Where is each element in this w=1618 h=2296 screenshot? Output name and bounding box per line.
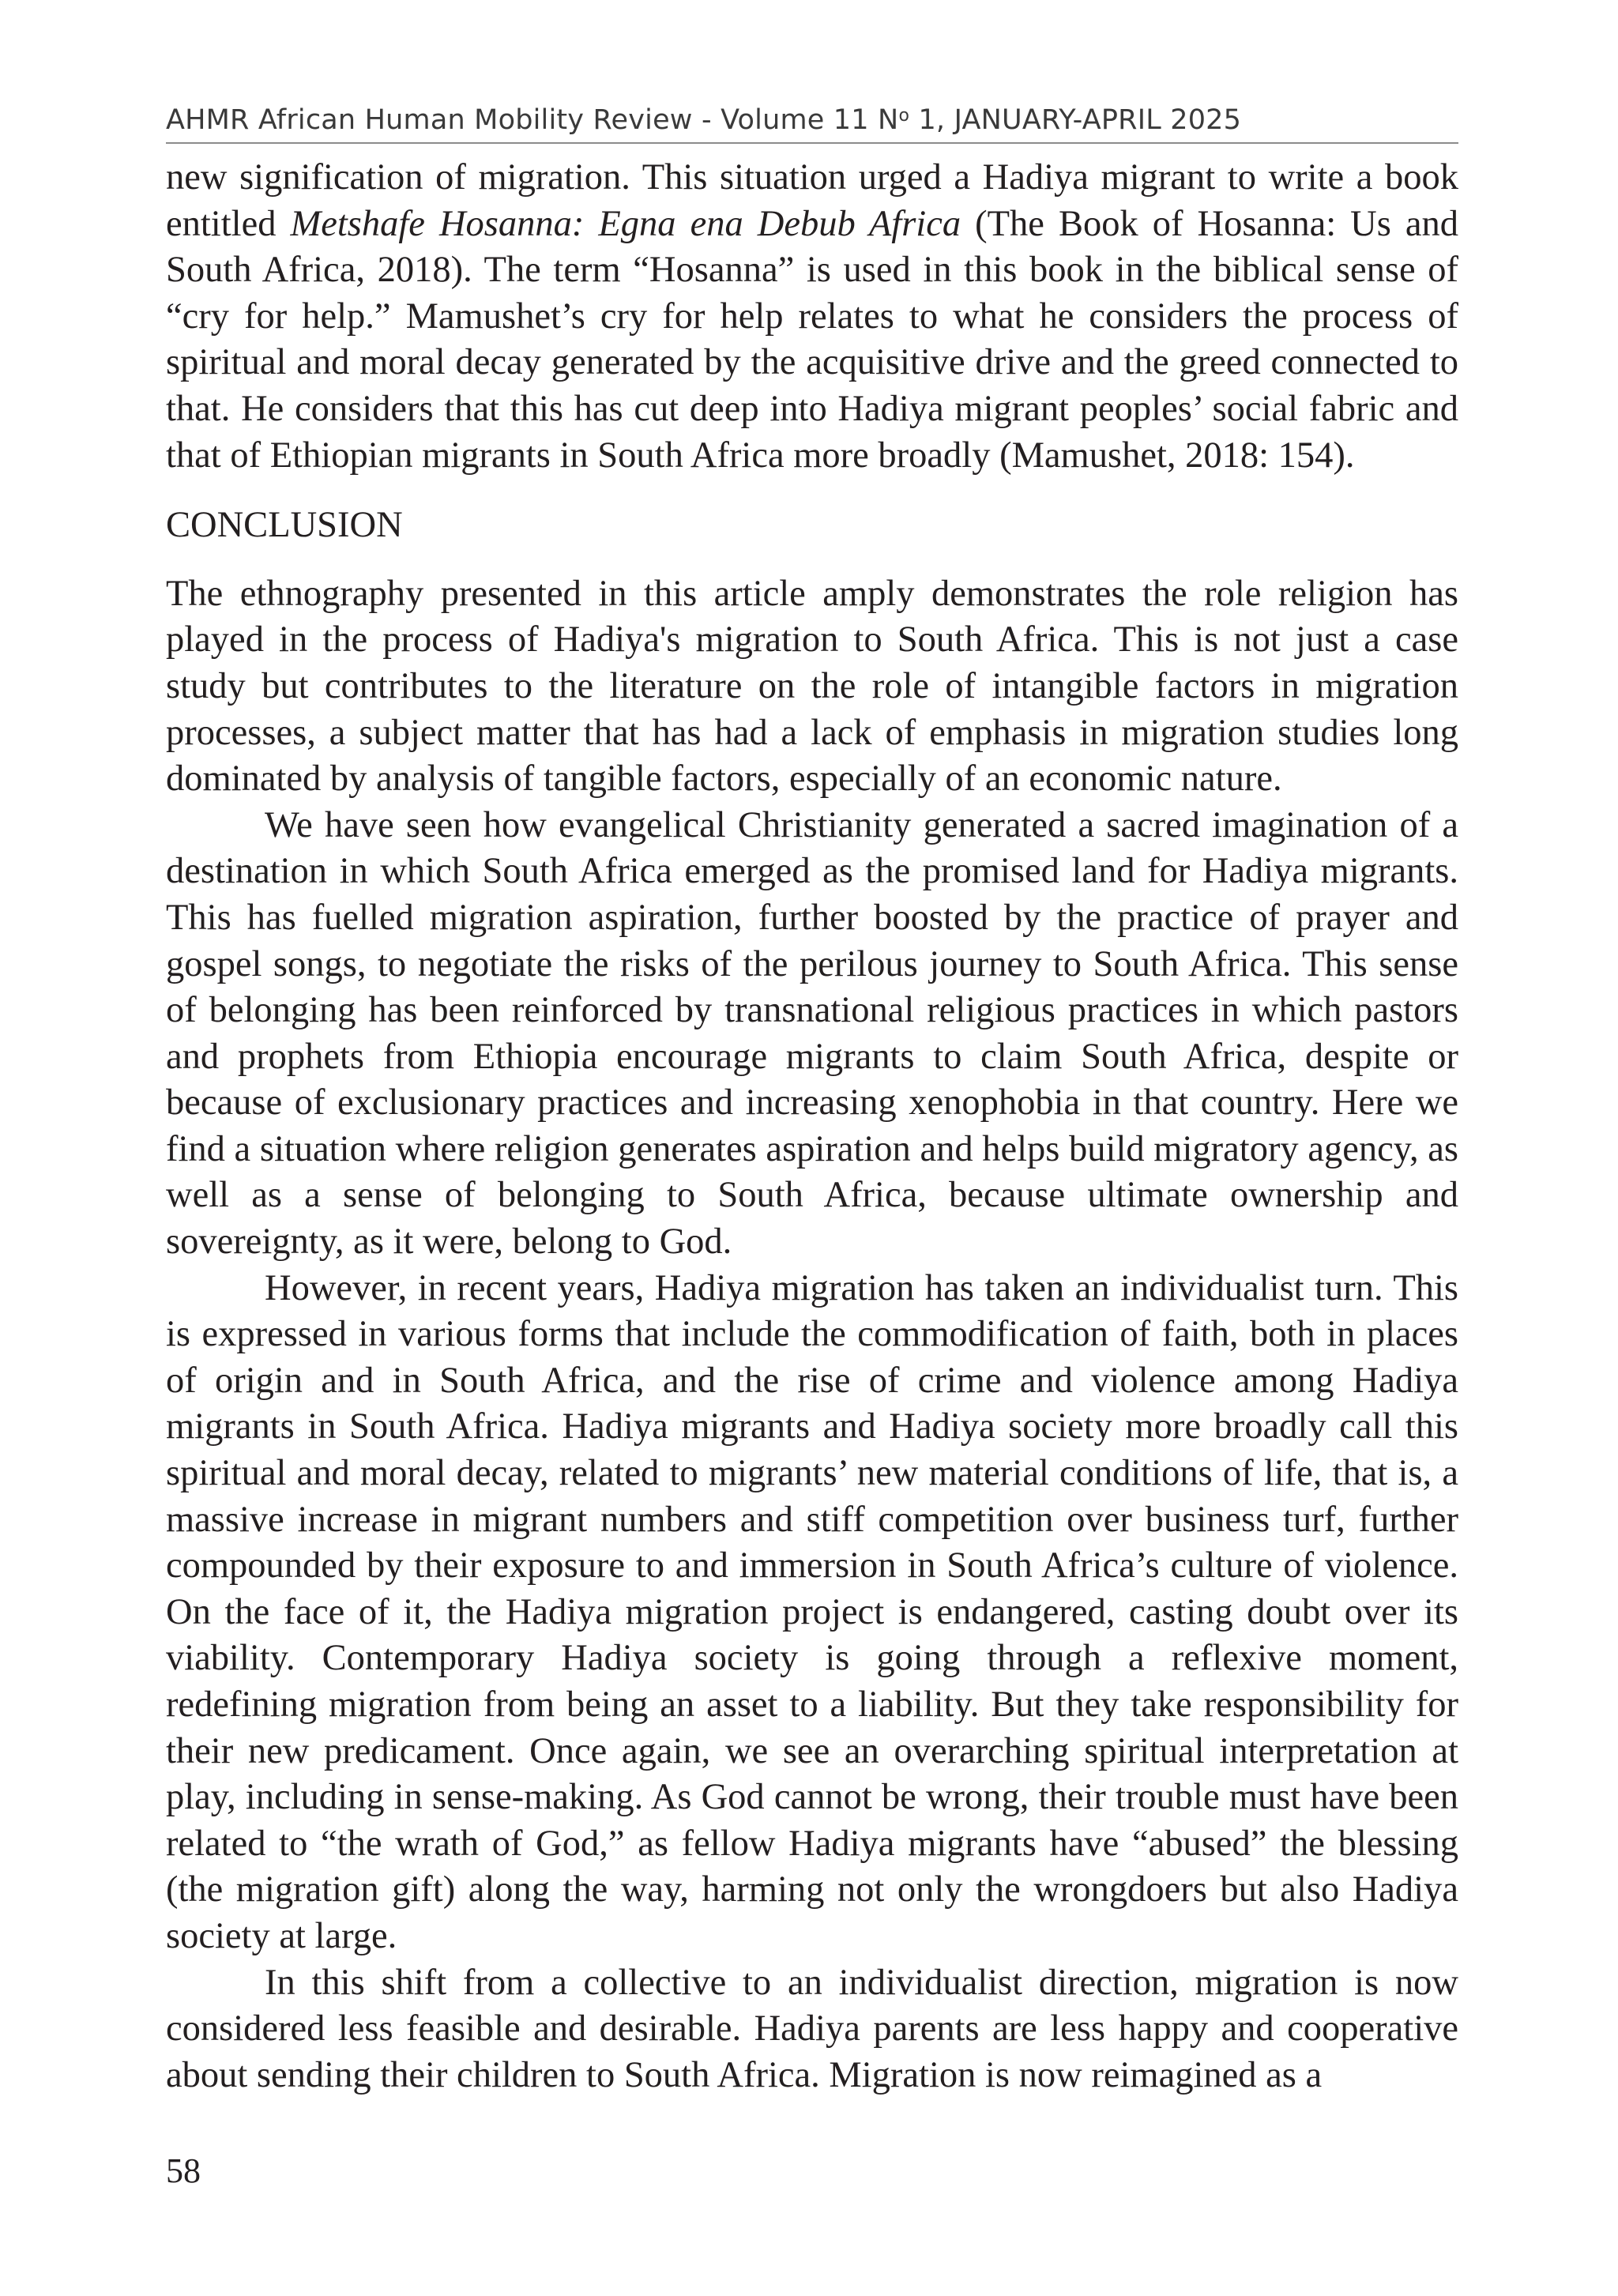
paragraph-text: (The Book of Hosanna: Us and South Africa, 2018). The term “Hosanna” is used in this book in the biblical sense of “cry for help.” Mamushet’s cry for help relates to what he considers the process of spiritual and moral decay generated by the acquisitive drive and the greed connected to that. He considers that this has cut deep into Hadiya migrant peoples’ social fabric and that of Ethiopian migrants in South Africa more broadly (Mamushet, 2018: 154). (166, 203, 1458, 476)
paragraph-conclusion-intro: The ethnography presented in this article amply demonstrates the role religion has played in the process of Hadiya's migration to South Africa. This is not just a case study but contributes to the literature on the role of intangible factors in migration processes, a subject matter that has had a lack of emphasis in migration studies long dominated by analysis of tangible factors, especially of an economic nature. (166, 573, 1458, 800)
paragraph-book-reference (166, 155, 1458, 479)
page-number: 58 (166, 2151, 201, 2190)
paragraph-evangelical: We have seen how evangelical Christianity generated a sacred imagination of a destination in which South Africa emerged as the promised land for Hadiya migrants. This has fuelled migration aspiration, further boosted by the practice of prayer and gospel songs, to negotiate the risks of the perilous journey to South Africa. This sense of belonging has been reinforced by transnational religious practices in which pastors and prophets from Ethiopia encourage migrants to claim South Africa, despite or because of exclusionary practices and increasing xenophobia in that country. Here we find a situation where religion generates aspiration and helps build migratory agency, as well as a sense of belonging to South Africa, because ultimate ownership and sovereignty, as it were, belong to God. (166, 804, 1458, 1263)
section-heading: CONCLUSION (166, 505, 403, 546)
paragraph-text: new signification of migration. This situation urged a Hadiya migrant to write a book entitled (166, 157, 1458, 244)
article-body (166, 155, 1458, 2098)
header-divider (166, 142, 1458, 144)
paragraph-individualist-turn: However, in recent years, Hadiya migration has taken an individualist turn. This is expressed in various forms that include the commodification of faith, both in places of origin and in South Africa, and the rise of crime and violence among Hadiya migrants in South Africa. Hadiya migrants and Hadiya society more broadly call this spiritual and moral decay, related to migrants’ new material conditions of life, that is, a massive increase in migrant numbers and stiff competition over business turf, further compounded by their exposure to and immersion in South Africa’s culture of violence. On the face of it, the Hadiya migration project is endangered, casting doubt over its viability. Contemporary Hadiya society is going through a reflexive moment, redefining migration from being an asset to a liability. But they take responsibility for their new predicament. Once again, we see an overarching spiritual interpretation at play, including in sense-making. As God cannot be wrong, their trouble must have been related to “the wrath of God,” as fellow Hadiya migrants have “abused” the blessing (the migration gift) along the way, harming not only the wrongdoers but also Hadiya society at large. (166, 1267, 1458, 1956)
running-header (166, 103, 1460, 137)
book-title: Metshafe Hosanna: Egna ena Debub Africa (290, 203, 961, 244)
journal-title: AHMR African Human Mobility Review - Volume 11 N (166, 104, 899, 136)
issue-info: 1, JANUARY-APRIL 2025 (909, 104, 1242, 136)
number-symbol: o (898, 106, 910, 126)
paragraph-collective-shift: In this shift from a collective to an individualist direction, migration is now considered less feasible and desirable. Hadiya parents are less happy and cooperative about sending their children to South Africa. Migration is now reimagined as a (166, 1962, 1458, 2095)
